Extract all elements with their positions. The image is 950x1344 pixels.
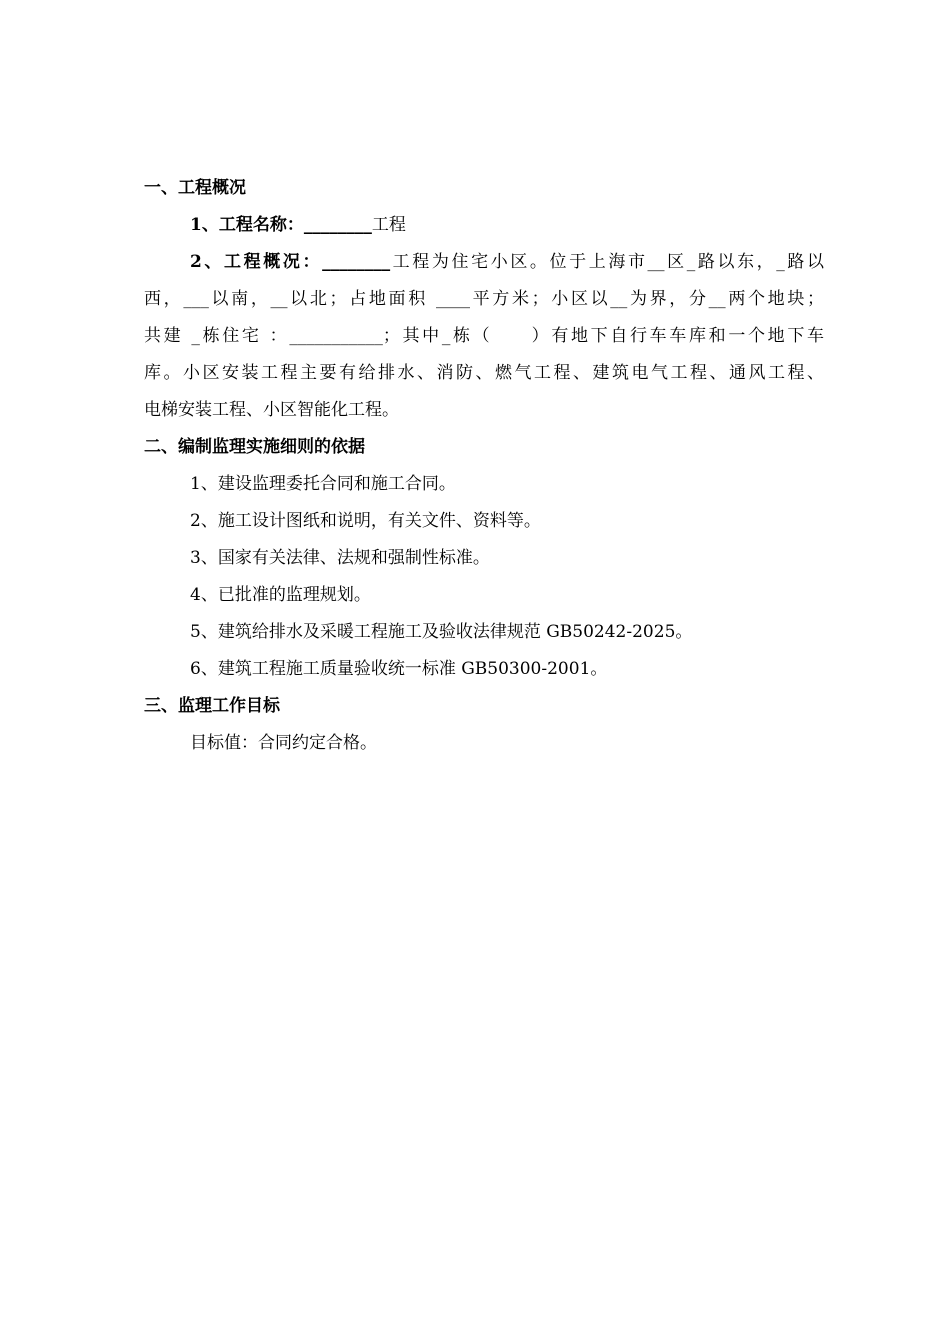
basis-item: 3、国家有关法律、法规和强制性标准。: [190, 548, 490, 568]
project-overview-line-4: 库。小区安装工程主要有给排水、消防、燃气工程、建筑电气工程、通风工程、: [144, 363, 824, 383]
project-overview-label: 2、工程概况：________: [190, 252, 391, 272]
project-overview-line-5: 电梯安装工程、小区智能化工程。: [144, 400, 399, 420]
project-overview-line-3: 共建 _栋住宅 ：___________；其中_栋（ ）有地下自行车车库和一个地下车: [144, 326, 824, 346]
section-heading-goal: 三、监理工作目标: [144, 696, 280, 716]
project-overview-text-1: 工程为住宅小区。位于上海市__区_路以东，_路以: [390, 252, 824, 272]
document-body: [144, 170, 824, 762]
section-heading-basis: 二、编制监理实施细则的依据: [144, 437, 365, 457]
basis-item: 5、建筑给排水及采暖工程施工及验收法律规范 GB50242-2025。: [190, 622, 693, 642]
project-overview-line-2: 西，___以南，__以北；占地面积 ____平方米；小区以__为界，分__两个地块；: [144, 289, 824, 309]
project-name-label: 1、工程名称：________: [190, 215, 372, 235]
basis-item: 2、施工设计图纸和说明，有关文件、资料等。: [190, 511, 541, 531]
section-heading-overview: 一、工程概况: [144, 178, 246, 198]
goal-text: 目标值：合同约定合格。: [190, 733, 377, 753]
project-overview-line-1: [144, 244, 824, 281]
basis-item: 1、建设监理委托合同和施工合同。: [190, 474, 456, 494]
project-name-line: [144, 207, 824, 244]
project-name-suffix: 工程: [371, 215, 406, 235]
basis-item: 6、建筑工程施工质量验收统一标准 GB50300-2001。: [190, 659, 608, 679]
basis-item: 4、已批准的监理规划。: [190, 585, 371, 605]
